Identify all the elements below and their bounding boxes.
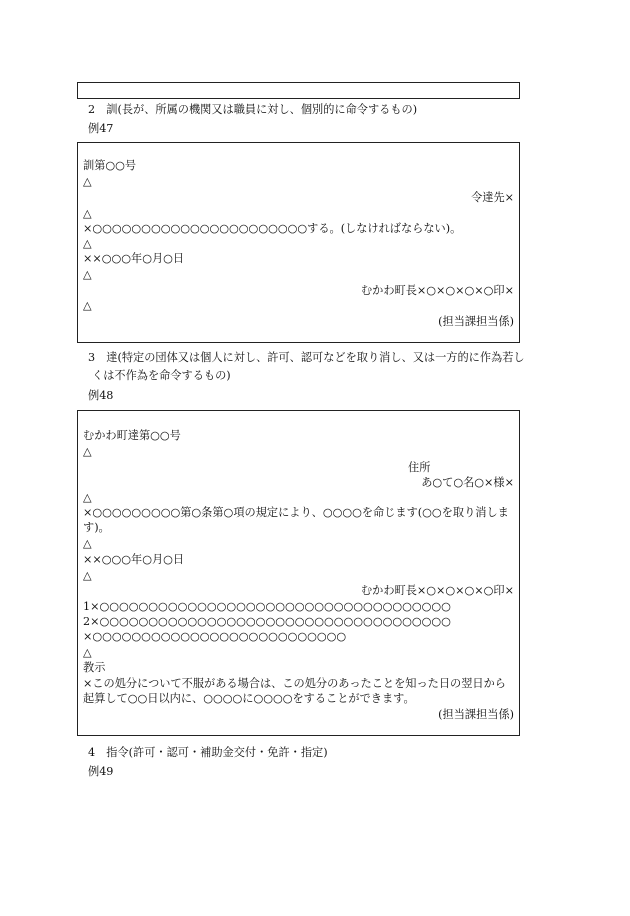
document-number: むかわ町達第○○号 xyxy=(83,429,181,442)
list-item-continued: ×○○○○○○○○○○○○○○○○○○○○○○○○○○ xyxy=(83,630,347,643)
example-48-label: 例48 xyxy=(88,389,114,402)
document-number: 訓第○○号 xyxy=(83,159,137,172)
example-49-label: 例49 xyxy=(88,765,114,778)
kyoji-label: 教示 xyxy=(83,661,106,674)
space-mark: △ xyxy=(83,207,92,220)
section-3-heading-continued: くは不作為を命令するもの) xyxy=(92,369,231,382)
example-47-label: 例47 xyxy=(88,122,114,135)
address-name: あ○て○名○×様× xyxy=(421,476,514,489)
previous-example-box-bottom xyxy=(77,82,520,99)
contact: (担当課担当係) xyxy=(438,708,514,721)
space-mark: △ xyxy=(83,646,92,659)
space-mark: △ xyxy=(83,537,92,550)
example-47-box xyxy=(77,142,520,343)
section-4-heading: 4 指令(許可・認可・補助金交付・免許・指定) xyxy=(88,746,328,759)
contact: (担当課担当係) xyxy=(438,315,514,328)
addressee: 令達先× xyxy=(471,191,514,204)
section-2-heading: 2 訓(長が、所属の機関又は職員に対し、個別的に命令するもの) xyxy=(88,103,418,116)
list-item-2: 2×○○○○○○○○○○○○○○○○○○○○○○○○○○○○○○○○○○○○ xyxy=(83,615,451,628)
example-48-box xyxy=(77,410,520,736)
space-mark: △ xyxy=(83,491,92,504)
kyoji-text: ×この処分について不服がある場合は、この処分のあったことを知った日の翌日から起算して○○日以内に、○○○○に○○○○をすることができます。 xyxy=(83,677,506,705)
list-item-1: 1×○○○○○○○○○○○○○○○○○○○○○○○○○○○○○○○○○○○○ xyxy=(83,600,451,613)
address-label: 住所 xyxy=(408,461,431,474)
body-text: ×○○○○○○○○○第○条第○項の規定により、○○○○を命じます(○○を取り消します)。 xyxy=(83,506,509,534)
space-mark: △ xyxy=(83,299,92,312)
space-mark: △ xyxy=(83,237,92,250)
issuer: むかわ町長×○×○×○×○印× xyxy=(360,584,514,597)
space-mark: △ xyxy=(83,268,92,281)
space-mark: △ xyxy=(83,175,92,188)
date: ××○○○年○月○日 xyxy=(83,553,185,566)
space-mark: △ xyxy=(83,569,92,582)
issuer: むかわ町長×○×○×○×○印× xyxy=(360,284,514,297)
section-3-heading: 3 達(特定の団体又は個人に対し、許可、認可などを取り消し、又は一方的に作為若し xyxy=(88,351,525,364)
body-text: ×○○○○○○○○○○○○○○○○○○○○○○する。(しなければならない)。 xyxy=(83,222,462,235)
space-mark: △ xyxy=(83,445,92,458)
date: ××○○○年○月○日 xyxy=(83,252,185,265)
